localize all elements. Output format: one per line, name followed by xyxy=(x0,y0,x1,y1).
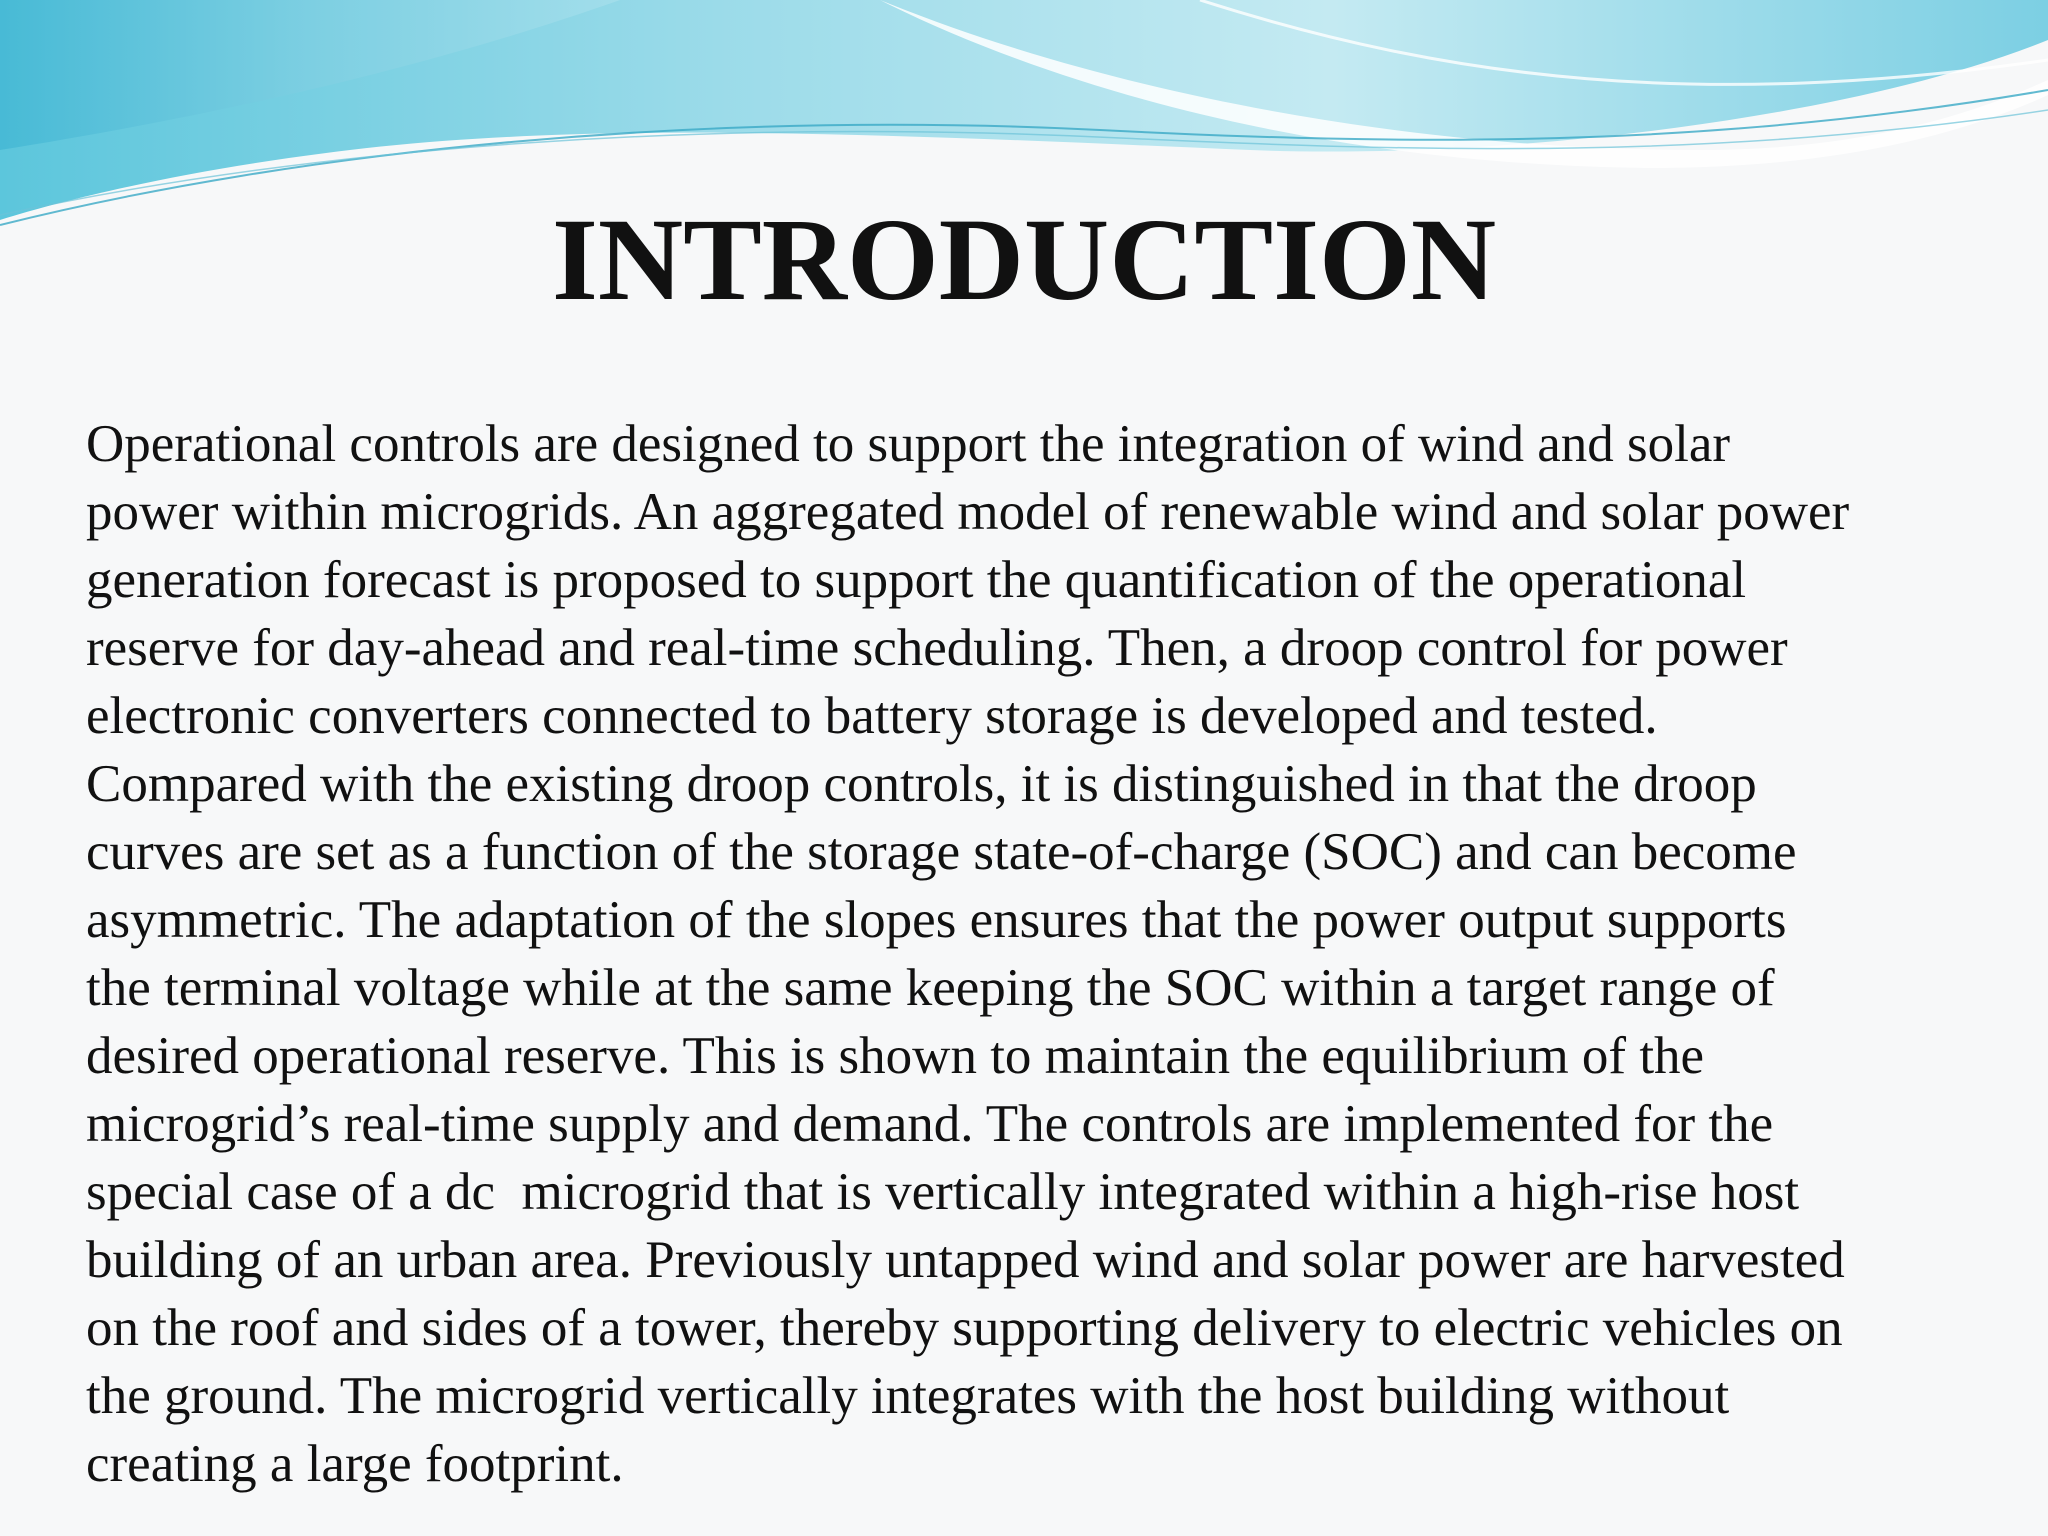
body-line: Compared with the existing droop controls, it is distinguished in that the droop xyxy=(86,755,1757,813)
body-line: asymmetric. The adaptation of the slopes ensures that the power output supports xyxy=(86,891,1787,949)
body-line: microgrid’s real-time supply and demand. The controls are implemented for the xyxy=(86,1095,1774,1153)
body-paragraph xyxy=(86,410,2026,1498)
body-line: generation forecast is proposed to support the quantification of the operational xyxy=(86,551,1747,609)
body-line: special case of a dc microgrid that is vertically integrated within a high-rise host xyxy=(86,1163,1800,1221)
body-line: electronic converters connected to battery storage is developed and tested. xyxy=(86,687,1658,745)
body-line: the terminal voltage while at the same keeping the SOC within a target range of xyxy=(86,959,1775,1017)
body-line: the ground. The microgrid vertically integrates with the host building without xyxy=(86,1367,1730,1425)
body-line: curves are set as a function of the storage state-of-charge (SOC) and can become xyxy=(86,823,1797,881)
body-line: Operational controls are designed to support the integration of wind and solar xyxy=(86,415,1731,473)
body-line: reserve for day-ahead and real-time scheduling. Then, a droop control for power xyxy=(86,619,1788,677)
body-line: building of an urban area. Previously untapped wind and solar power are harvested xyxy=(86,1231,1845,1289)
body-line: power within microgrids. An aggregated model of renewable wind and solar power xyxy=(86,483,1850,541)
body-line: creating a large footprint. xyxy=(86,1435,624,1493)
body-line: on the roof and sides of a tower, thereby supporting delivery to electric vehicles on xyxy=(86,1299,1843,1357)
slide-title: INTRODUCTION xyxy=(551,194,1497,325)
body-line: desired operational reserve. This is shown to maintain the equilibrium of the xyxy=(86,1027,1705,1085)
